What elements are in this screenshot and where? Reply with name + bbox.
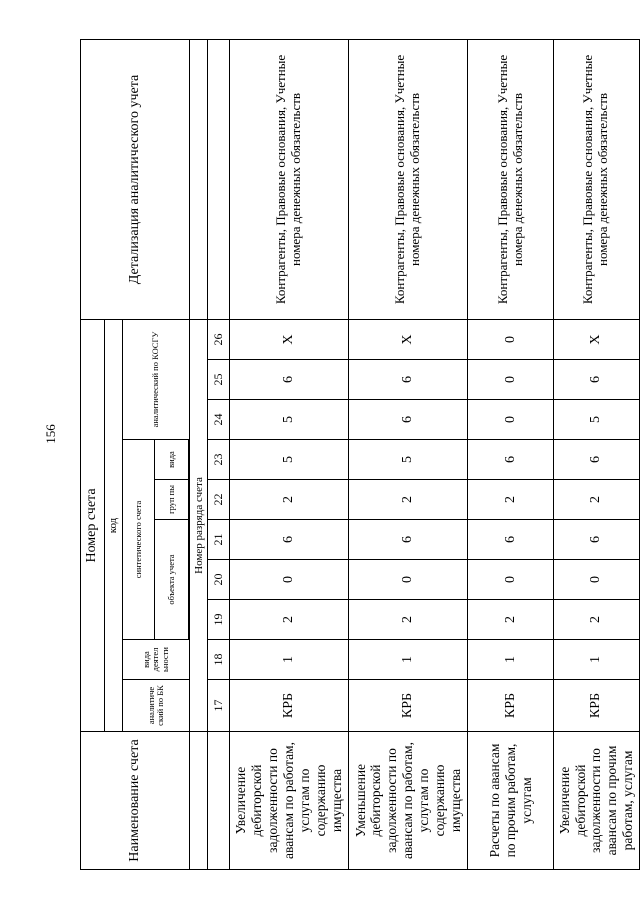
digit-header-row (190, 39, 208, 869)
activity-cell: 1 (553, 640, 639, 680)
detail-cell: Контрагенты, Правовые основания, Учетные номера денежных обязательств (349, 39, 468, 319)
kosgu-cell: X (229, 319, 348, 359)
object-header: объекта учета (154, 520, 188, 640)
group-cell: 2 (229, 480, 348, 520)
detail-column-header: Детализация аналитического учета (81, 39, 190, 319)
account-number-header: Номер счета (81, 319, 105, 731)
account-name: Увеличение дебиторской задолженности по авансам по работам, услугам по содержанию имущества (229, 732, 348, 870)
analytic-bk-cell: КРБ (468, 680, 553, 732)
type-cell: 5 (349, 440, 468, 480)
header-row-1 (81, 39, 105, 869)
object-cell: 2 (553, 600, 639, 640)
account-name: Расчеты по авансам по прочим работам, услугам (468, 732, 553, 870)
analytic-bk-header: аналитиче ский по БК (122, 680, 190, 732)
page-number: 156 (43, 424, 58, 444)
digit-number: 26 (208, 319, 230, 359)
object-cell: 0 (349, 560, 468, 600)
code-header: код (104, 319, 122, 731)
object-cell: 6 (553, 520, 639, 560)
digit-number: 18 (208, 640, 230, 680)
analytic-bk-cell: КРБ (553, 680, 639, 732)
group-header: груп пы (154, 480, 188, 520)
table-row (229, 39, 348, 869)
kosgu-cell: 6 (349, 400, 468, 440)
kosgu-cell: X (553, 319, 639, 359)
table-row (553, 39, 639, 869)
object-cell: 6 (349, 520, 468, 560)
object-cell: 0 (468, 560, 553, 600)
digit-number: 20 (208, 560, 230, 600)
digit-number-header: Номер разряда счета (190, 319, 208, 731)
digit-number: 23 (208, 440, 230, 480)
analytic-bk-cell: КРБ (349, 680, 468, 732)
account-name: Уменьшение дебиторской задолженности по авансам по работам, услугам по содержанию имущества (349, 732, 468, 870)
analytic-bk-cell: КРБ (229, 680, 348, 732)
kosgu-cell: 5 (229, 400, 348, 440)
activity-cell: 1 (229, 640, 348, 680)
group-cell: 2 (553, 480, 639, 520)
digit-number: 25 (208, 360, 230, 400)
detail-cell: Контрагенты, Правовые основания, Учетные номера денежных обязательств (468, 39, 553, 319)
activity-cell: 1 (468, 640, 553, 680)
accounts-table (80, 39, 640, 870)
account-name: Увеличение дебиторской задолженности по авансам по прочим работам, услугам (553, 732, 639, 870)
kosgu-cell: X (349, 319, 468, 359)
group-cell: 2 (349, 480, 468, 520)
digit-number: 19 (208, 600, 230, 640)
object-cell: 2 (229, 600, 348, 640)
digit-number: 24 (208, 400, 230, 440)
digit-number: 21 (208, 520, 230, 560)
object-cell: 2 (468, 600, 553, 640)
digit-number: 22 (208, 480, 230, 520)
digit-numbers-row (208, 39, 230, 869)
kosgu-cell: 0 (468, 360, 553, 400)
activity-cell: 1 (349, 640, 468, 680)
kosgu-cell: 5 (553, 400, 639, 440)
object-cell: 6 (468, 520, 553, 560)
rotated-table-container (80, 40, 640, 870)
type-header: вида (154, 440, 188, 480)
synthetic-account-header: синтетического счета (122, 440, 154, 640)
activity-type-header: вида деятел ьности (122, 640, 190, 680)
object-cell: 6 (229, 520, 348, 560)
type-cell: 6 (468, 440, 553, 480)
object-cell: 2 (349, 600, 468, 640)
table-row (468, 39, 553, 869)
kosgu-cell: 0 (468, 319, 553, 359)
object-cell: 0 (229, 560, 348, 600)
kosgu-cell: 6 (229, 360, 348, 400)
type-cell: 5 (229, 440, 348, 480)
name-column-header: Наименование счета (81, 732, 190, 870)
object-cell: 0 (553, 560, 639, 600)
type-cell: 6 (553, 440, 639, 480)
analytic-kosgu-header: аналитический по КОСГУ (122, 319, 190, 439)
detail-cell: Контрагенты, Правовые основания, Учетные номера денежных обязательств (229, 39, 348, 319)
digit-number: 17 (208, 680, 230, 732)
group-cell: 2 (468, 480, 553, 520)
kosgu-cell: 6 (553, 360, 639, 400)
kosgu-cell: 6 (349, 360, 468, 400)
table-row (349, 39, 468, 869)
kosgu-cell: 0 (468, 400, 553, 440)
detail-cell: Контрагенты, Правовые основания, Учетные номера денежных обязательств (553, 39, 639, 319)
